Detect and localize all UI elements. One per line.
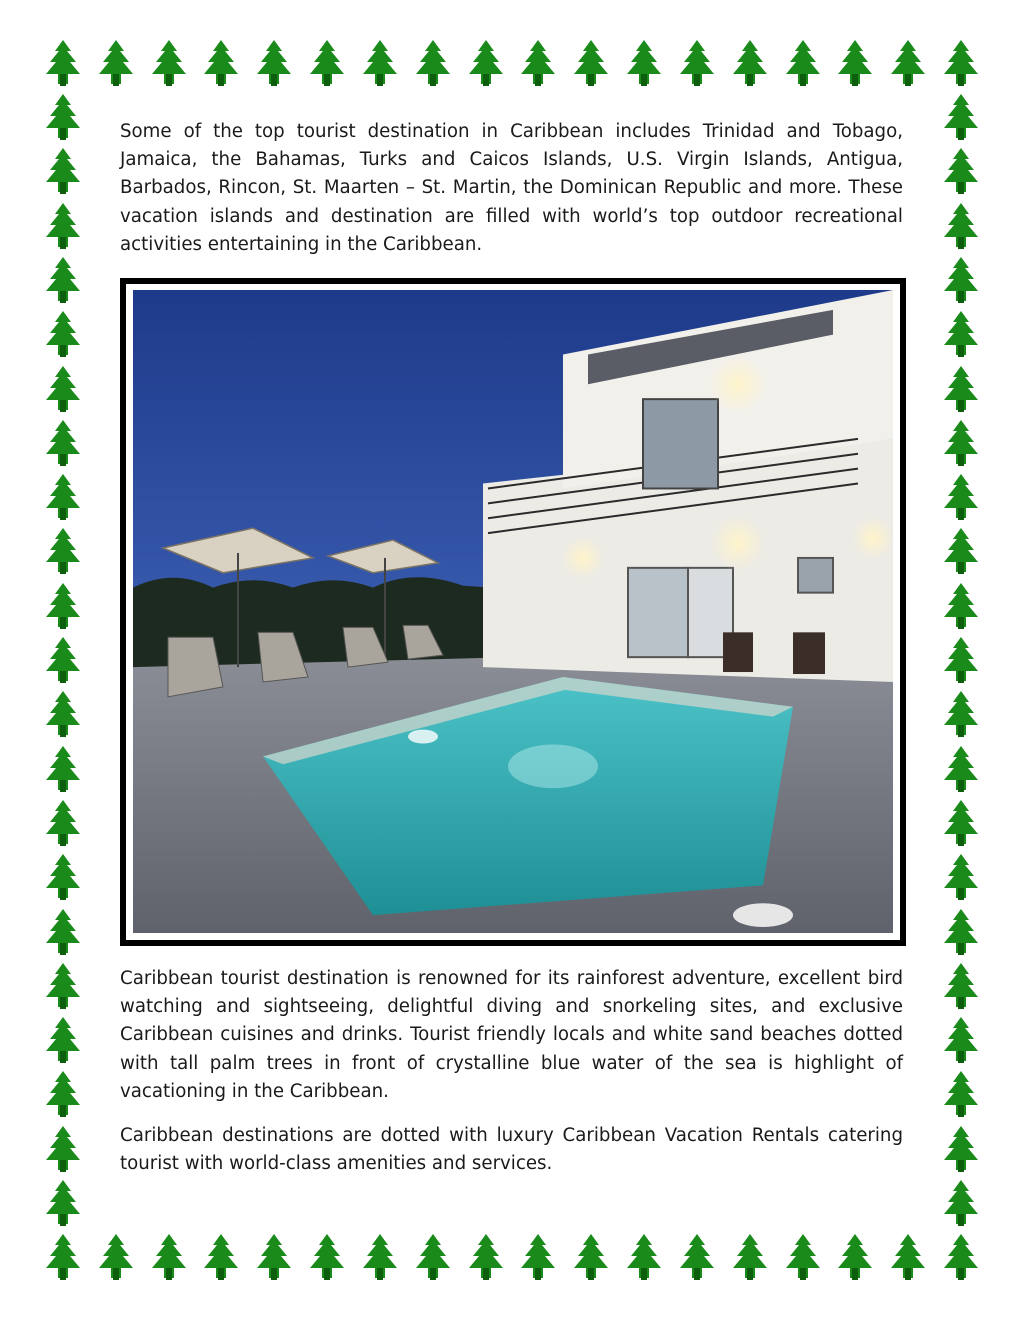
christmas-tree-icon (91, 1232, 141, 1284)
christmas-tree-icon (936, 1232, 986, 1284)
christmas-tree-icon (672, 38, 722, 90)
christmas-tree-icon (38, 472, 88, 524)
christmas-tree-icon (830, 38, 880, 90)
christmas-tree-icon (936, 635, 986, 687)
christmas-tree-icon (936, 907, 986, 959)
christmas-tree-icon (196, 1232, 246, 1284)
christmas-tree-icon (936, 798, 986, 850)
christmas-tree-icon (38, 1069, 88, 1121)
christmas-tree-icon (461, 38, 511, 90)
christmas-tree-icon (883, 38, 933, 90)
christmas-tree-icon (144, 1232, 194, 1284)
christmas-tree-icon (38, 1232, 88, 1284)
christmas-tree-icon (619, 1232, 669, 1284)
christmas-tree-icon (566, 1232, 616, 1284)
christmas-tree-icon (936, 852, 986, 904)
christmas-tree-icon (936, 364, 986, 416)
christmas-tree-icon (936, 146, 986, 198)
christmas-tree-icon (936, 92, 986, 144)
christmas-tree-icon (38, 1015, 88, 1067)
christmas-tree-icon (38, 798, 88, 850)
christmas-tree-icon (144, 38, 194, 90)
christmas-tree-icon (936, 526, 986, 578)
christmas-tree-icon (302, 38, 352, 90)
christmas-tree-icon (38, 92, 88, 144)
christmas-tree-icon (196, 38, 246, 90)
christmas-tree-icon (302, 1232, 352, 1284)
christmas-tree-icon (936, 689, 986, 741)
closing-paragraph: Caribbean destinations are dotted with luxury Caribbean Vacation Rentals catering tourist with world-class amenities and services. (120, 1125, 903, 1175)
christmas-tree-icon (38, 38, 88, 90)
christmas-tree-icon (38, 907, 88, 959)
christmas-tree-icon (91, 38, 141, 90)
christmas-tree-icon (566, 38, 616, 90)
christmas-tree-icon (936, 1015, 986, 1067)
christmas-tree-icon (38, 309, 88, 361)
christmas-tree-icon (38, 635, 88, 687)
christmas-tree-icon (936, 581, 986, 633)
christmas-tree-icon (936, 472, 986, 524)
christmas-tree-icon (619, 38, 669, 90)
christmas-tree-icon (38, 255, 88, 307)
christmas-tree-icon (936, 38, 986, 90)
christmas-tree-icon (936, 1069, 986, 1121)
christmas-tree-icon (513, 38, 563, 90)
villa-photo-frame (120, 278, 906, 946)
christmas-tree-icon (936, 744, 986, 796)
christmas-tree-icon (249, 38, 299, 90)
christmas-tree-icon (355, 38, 405, 90)
christmas-tree-icon (461, 1232, 511, 1284)
christmas-tree-icon (249, 1232, 299, 1284)
christmas-tree-icon (408, 38, 458, 90)
christmas-tree-icon (38, 852, 88, 904)
villa-pool-photo (133, 290, 893, 933)
christmas-tree-icon (936, 961, 986, 1013)
intro-paragraph: Some of the top tourist destination in Caribbean includes Trinidad and Tobago, Jamaica, the Bahamas, Turks and Caicos Islands, U.S. Virgin Islands, Antigua, Barbados, Rincon, St. Maarten – St. Martin, the Dominican Republic and more. These vacation islands and destination are filled with world’s top outdoor recreational activities entertaining in the Caribbean. (120, 121, 903, 255)
body-paragraph: Caribbean tourist destination is renowned for its rainforest adventure, excellent bird watching and sightseeing, delightful diving and snorkeling sites, and exclusive Caribbean cuisines and drinks. Tourist friendly locals and white sand beaches dotted with tall palm trees in front of crystalline blue water of the sea is highlight of vacationing in the Caribbean. (120, 968, 903, 1102)
christmas-tree-icon (778, 38, 828, 90)
christmas-tree-icon (38, 364, 88, 416)
christmas-tree-icon (513, 1232, 563, 1284)
christmas-tree-icon (778, 1232, 828, 1284)
christmas-tree-icon (38, 961, 88, 1013)
christmas-tree-icon (936, 309, 986, 361)
christmas-tree-icon (883, 1232, 933, 1284)
christmas-tree-icon (38, 418, 88, 470)
christmas-tree-icon (38, 581, 88, 633)
christmas-tree-icon (38, 744, 88, 796)
christmas-tree-icon (38, 689, 88, 741)
christmas-tree-icon (936, 201, 986, 253)
christmas-tree-icon (38, 146, 88, 198)
christmas-tree-icon (936, 1178, 986, 1230)
christmas-tree-icon (936, 418, 986, 470)
christmas-tree-icon (38, 1178, 88, 1230)
christmas-tree-icon (672, 1232, 722, 1284)
christmas-tree-icon (725, 1232, 775, 1284)
christmas-tree-icon (38, 1124, 88, 1176)
christmas-tree-icon (936, 255, 986, 307)
christmas-tree-icon (936, 1124, 986, 1176)
christmas-tree-icon (408, 1232, 458, 1284)
christmas-tree-icon (355, 1232, 405, 1284)
christmas-tree-icon (830, 1232, 880, 1284)
christmas-tree-icon (38, 201, 88, 253)
christmas-tree-icon (725, 38, 775, 90)
christmas-tree-icon (38, 526, 88, 578)
